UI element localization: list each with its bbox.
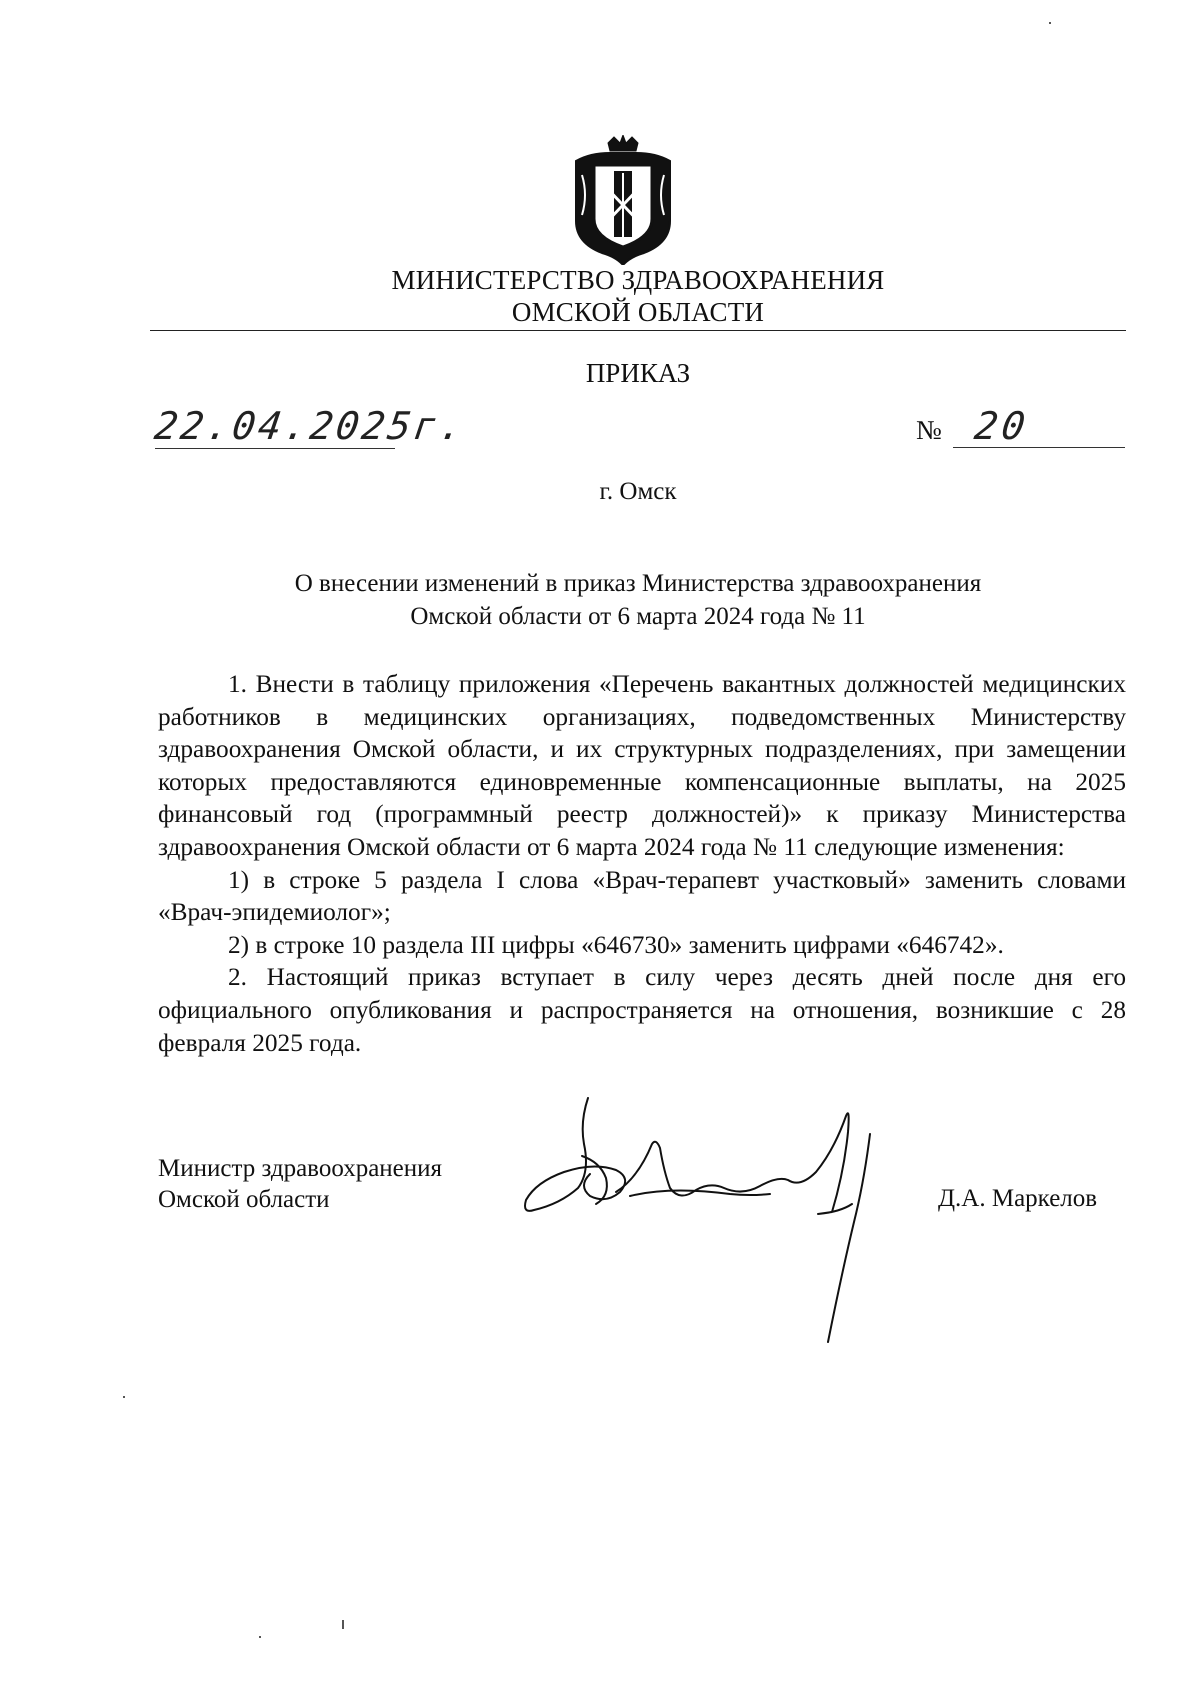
coat-of-arms-icon xyxy=(570,135,676,265)
scan-speck xyxy=(342,1620,344,1629)
signatory-position xyxy=(158,1153,442,1215)
document-city: г. Омск xyxy=(599,478,677,505)
number-sign: № xyxy=(916,415,942,445)
signatory-name: Д.А. Маркелов xyxy=(938,1185,1098,1212)
scan-speck xyxy=(259,1636,261,1638)
org-name-line2: ОМСКОЙ ОБЛАСТИ xyxy=(511,297,765,327)
document-type: ПРИКАЗ xyxy=(585,358,691,388)
date-underline xyxy=(155,448,395,449)
scan-speck xyxy=(123,1396,125,1398)
document-body xyxy=(158,668,1126,1059)
signatory-position-line2: Омской области xyxy=(158,1186,330,1213)
header-divider xyxy=(150,330,1126,331)
handwritten-signature-icon xyxy=(520,1092,1000,1350)
signatory-position-line1: Министр здравоохранения xyxy=(158,1155,443,1182)
document-number: 20 xyxy=(971,404,1032,448)
document-date: 22.04.2025г. xyxy=(151,404,469,448)
document-title xyxy=(150,567,1126,633)
body-paragraph-3: 2) в строке 10 раздела III цифры «646730» заменить цифрами «646742». xyxy=(228,930,1004,959)
body-paragraph-4: 2. Настоящий приказ вступает в силу через десять дней после дня его официального опубликования и распространяется на отношения, возникшие с 28 февраля 2025 года. xyxy=(158,963,1126,1057)
title-line1: О внесении изменений в приказ Министерства здравоохранения xyxy=(294,570,982,597)
body-paragraph-2: 1) в строке 5 раздела I слова «Врач-терапевт участковый» заменить словами «Врач-эпидемиолог»; xyxy=(158,865,1126,927)
org-name-line1: МИНИСТЕРСТВО ЗДРАВООХРАНЕНИЯ xyxy=(391,265,885,295)
title-line2: Омской области от 6 марта 2024 года № 11 xyxy=(410,603,866,630)
scan-speck xyxy=(1049,22,1051,24)
number-underline xyxy=(953,447,1125,448)
body-paragraph-1: 1. Внести в таблицу приложения «Перечень вакантных должностей медицинских работников в медицинских организациях, подведомственных Министерству здравоохранения Омской области, и их структурных подразделениях, при замещении которых предоставляются единовременные компенсационные выплаты, на 2025 финансовый год (программный реестр должностей)» к приказу Министерства здравоохранения Омской области от 6 марта 2024 года № 11 следующие изменения: xyxy=(158,670,1126,861)
